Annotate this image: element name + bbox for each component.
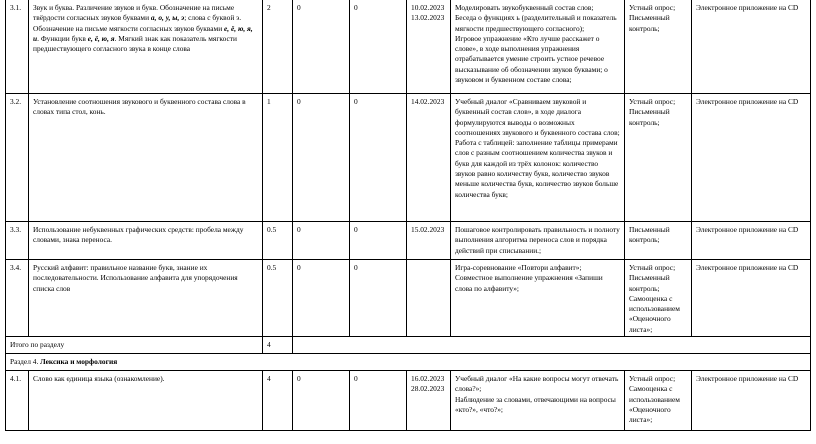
hours-cell: 0.5 (263, 222, 293, 260)
section-header (6, 354, 811, 371)
practical-work-cell: 0 (350, 222, 407, 260)
subtotal-label: Итого по разделу (6, 337, 263, 354)
dates-cell: 14.02.2023 (407, 94, 451, 222)
topic-text: Звук и буква. Различение звуков и букв. Обозначение на письме твёрдости согласных звуков буквами (33, 3, 235, 23)
hours-cell: 2 (263, 0, 293, 94)
topic-letters: е, ё, ю, я (87, 33, 115, 43)
dates-cell (407, 260, 451, 337)
topic-text: ; слова с буквой э. Обозначение на письме мягкости согласных звуков буквами (33, 13, 242, 33)
resources-cell: Электронное приложение на CD (692, 260, 811, 337)
topic-cell: Установление соотношения звукового и буквенного состава слова в словах типа стол, конь. (29, 94, 263, 222)
resources-cell: Электронное приложение на CD (692, 94, 811, 222)
topic-letters: а, о, у, ы, э (150, 13, 185, 23)
topic-text: . Функции букв (37, 33, 88, 43)
topic-text: . Мягкий знак как показатель мягкости предшествующего согласного звука в конце слова (33, 33, 237, 54)
control-work-cell: 0 (293, 0, 350, 94)
topic-letters: е, ё, ю, я, и (33, 23, 253, 43)
hours-cell: 1 (263, 94, 293, 222)
topic-cell: Использование небуквенных графических средств: пробела между словами, знака переноса. (29, 222, 263, 260)
practical-work-cell: 0 (350, 94, 407, 222)
row-number: 3.2. (6, 94, 29, 222)
activities-cell: Учебный диалог «Сравниваем звуковой и буквенный состав слов», в ходе диалога формулируются выводы о возможных соотношениях звукового и буквенного состава слов; Работа с таблицей: заполнение таблицы примерами слов с разным соотношением количества звуков и букв для каждой из трёх колонок: количество звуков равно количеству букв, количество звуков меньше количества букв, количество звуков больше количества букв; (451, 94, 625, 222)
row-number: 3.1. (6, 0, 29, 94)
table-row (6, 94, 811, 222)
row-number: 3.4. (6, 260, 29, 337)
practical-work-cell: 0 (350, 260, 407, 337)
control-work-cell: 0 (293, 94, 350, 222)
section-row (6, 354, 811, 371)
row-number: 3.3. (6, 222, 29, 260)
control-work-cell: 0 (293, 222, 350, 260)
control-forms-cell: Устный опрос; Письменный контроль; Самооценка с использованием «Оценочного листа»; (625, 260, 692, 337)
dates-cell: 15.02.2023 (407, 222, 451, 260)
hours-cell: 4 (263, 371, 293, 431)
control-forms-cell: Устный опрос; Письменный контроль; (625, 94, 692, 222)
topic-cell (29, 0, 263, 94)
control-forms-cell: Письменный контроль; (625, 222, 692, 260)
resources-cell: Электронное приложение на CD (692, 371, 811, 431)
section-label: Раздел 4. (10, 357, 39, 367)
control-work-cell: 0 (293, 260, 350, 337)
activities-cell: Пошаговое контролировать правильность и полноту выполнения алгоритма переноса слов и порядка действий при списывании.; (451, 222, 625, 260)
dates-cell: 10.02.2023 13.02.2023 (407, 0, 451, 94)
dates-cell: 16.02.2023 28.02.2023 (407, 371, 451, 431)
activities-cell: Моделировать звукобуквенный состав слов; Беседа о функциях ь (разделительный и показатель мягкости предшествующего согласного); Игровое упражнение «Кто лучше расскажет о слове», в ходе выполнения упражнения отрабатывается умение строить устное речевое высказывание об обозначении звуков буквами; о звуковом и буквенном составе слова; (451, 0, 625, 94)
resources-cell: Электронное приложение на CD (692, 222, 811, 260)
table-row (6, 0, 811, 94)
practical-work-cell: 0 (350, 371, 407, 431)
table-row (6, 371, 811, 431)
row-number: 4.1. (6, 371, 29, 431)
activities-cell: Игра-соревнование «Повтори алфавит»; Совместное выполнение упражнения «Запиши слова по алфавиту»; (451, 260, 625, 337)
subtotal-hours: 4 (263, 337, 293, 354)
subtotal-empty (293, 337, 811, 354)
resources-cell: Электронное приложение на CD (692, 0, 811, 94)
practical-work-cell: 0 (350, 0, 407, 94)
section-title: Лексика и морфология (40, 357, 118, 367)
curriculum-table (5, 0, 811, 431)
activities-cell: Учебный диалог «На какие вопросы могут отвечать слова?»; Наблюдение за словами, отвечающими на вопросы «кто?», «что?»; (451, 371, 625, 431)
control-work-cell: 0 (293, 371, 350, 431)
topic-cell: Русский алфавит: правильное название букв, знание их последовательности. Использование алфавита для упорядочения списка слов (29, 260, 263, 337)
subtotal-row (6, 337, 811, 354)
table-row (6, 222, 811, 260)
control-forms-cell: Устный опрос; Самооценка с использованием «Оценочного листа»; (625, 371, 692, 431)
control-forms-cell: Устный опрос; Письменный контроль; (625, 0, 692, 94)
hours-cell: 0.5 (263, 260, 293, 337)
table-row (6, 260, 811, 337)
topic-cell: Слово как единица языка (ознакомление). (29, 371, 263, 431)
